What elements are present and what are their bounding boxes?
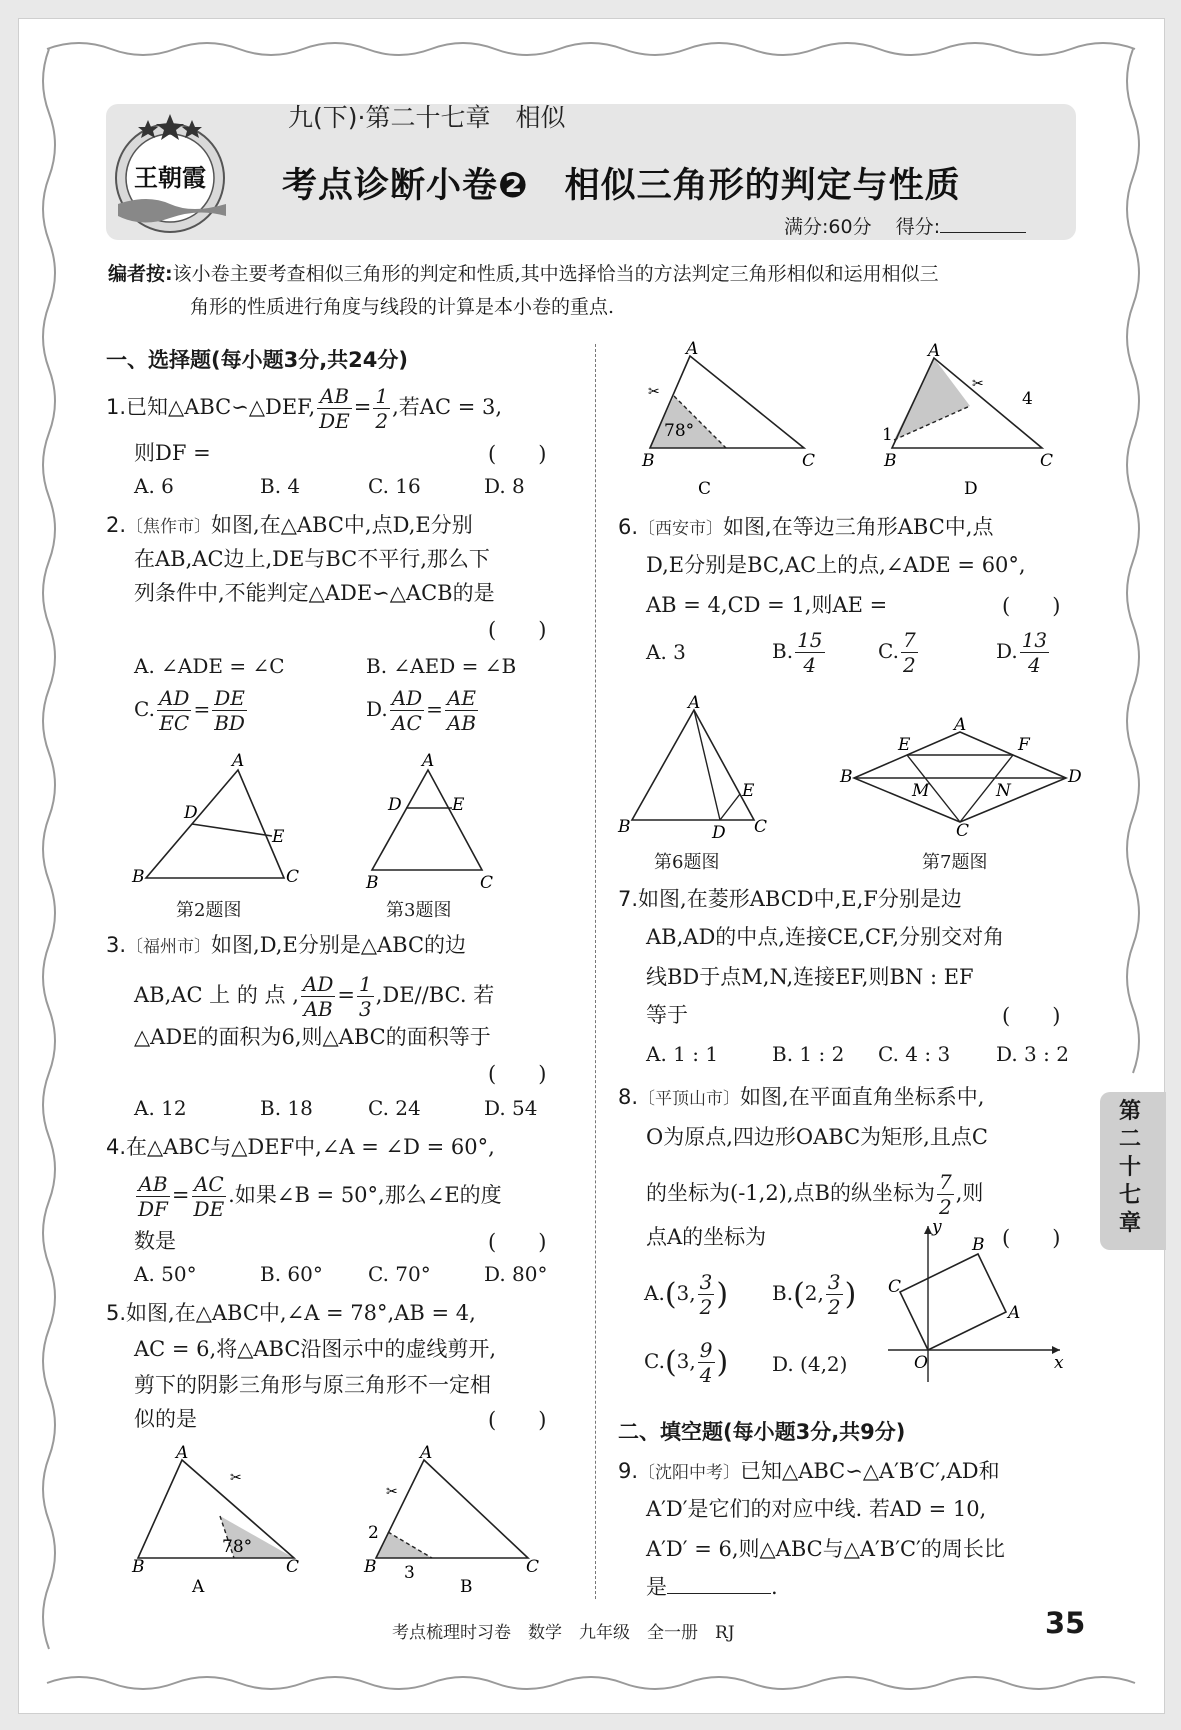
q8-b-num: 3: [827, 1270, 841, 1294]
q1-line2: 则DF =: [134, 441, 211, 465]
q8-fraction: [937, 1170, 954, 1219]
q5d-len4: 4: [1022, 389, 1033, 409]
svg-text:E: E: [452, 795, 465, 815]
svg-text:A: A: [686, 339, 699, 359]
q5-line4: 似的是: [134, 1407, 197, 1431]
q8-a-label: A.: [644, 1281, 665, 1305]
q3-frac-num: AD: [302, 972, 334, 996]
q3-option-a[interactable]: A. 12: [134, 1096, 187, 1120]
svg-text:B: B: [132, 1557, 145, 1577]
q5-figure-a: [126, 1443, 306, 1597]
svg-text:C: C: [1040, 451, 1054, 471]
q4-frac2: [192, 1172, 227, 1221]
q6-option-b[interactable]: [772, 628, 827, 677]
q3-value: [357, 972, 374, 1021]
q2-text1: 如图,在△ABC中,点D,E分别: [211, 513, 473, 537]
scissors-icon-b: ✂: [386, 1484, 398, 1500]
q5b-len2: 2: [368, 1523, 379, 1543]
svg-text:E: E: [742, 781, 755, 801]
q3-figure-caption: 第3题图: [386, 900, 452, 921]
q7-line2: AB,AD的中点,连接CE,CF,分别交对角: [646, 925, 1005, 949]
svg-text:C: C: [286, 867, 300, 887]
svg-text:D: D: [1068, 767, 1082, 787]
q6-line1: [618, 512, 993, 544]
q1-text-post: ,若AC = 3,: [392, 395, 503, 419]
q1-value: [373, 384, 390, 433]
q8-b-label: B.: [772, 1281, 794, 1305]
q3-answer-paren[interactable]: ( ): [488, 1062, 547, 1086]
q6-c-den: 2: [902, 653, 916, 677]
editor-note: [108, 258, 1076, 324]
q4-text2-post: .如果∠B = 50°,那么∠E的度: [228, 1183, 502, 1207]
note-label: 编者按:: [108, 263, 173, 285]
q6-line3: AB = 4,CD = 1,则AE =: [646, 593, 888, 617]
q1-frac-den: DE: [319, 409, 350, 433]
q2-option-d[interactable]: D. $\frac{AD}{AC}$ = $\frac{AE}{AB}$: [366, 686, 477, 735]
svg-text:D: D: [712, 823, 726, 843]
q5b-len3: 3: [404, 1563, 415, 1583]
q8-option-d[interactable]: D. (4,2): [772, 1352, 848, 1376]
q4-line2: [134, 1172, 502, 1221]
q7-line3: 线BD于点M,N,连接EF,则BN : EF: [646, 965, 974, 989]
q9-text1: 已知△ABC∽△A′B′C′,AD和: [740, 1459, 1000, 1483]
q6-answer-paren[interactable]: ( ): [1002, 594, 1061, 618]
logo-text: 王朝霞: [134, 163, 206, 192]
chapter-label: 九(下)·第二十七章 相似: [288, 103, 566, 132]
q3-line1: [106, 930, 466, 962]
q4-frac1: [136, 1172, 170, 1221]
q5d-len1: 1: [882, 425, 893, 445]
q6-figure-caption: 第6题图: [654, 852, 720, 873]
q4-f1-num: AB: [136, 1172, 170, 1197]
svg-text:x: x: [1054, 1353, 1064, 1373]
svg-text:B: B: [618, 817, 631, 837]
q2-d-d2: AB: [446, 711, 477, 735]
q3-number: 3.: [106, 933, 127, 957]
svg-text:B: B: [366, 873, 379, 893]
q8-option-a[interactable]: A.(3, $\frac{3}{2}$ ): [644, 1270, 729, 1319]
svg-text:A: A: [422, 751, 435, 771]
q9-line4: [646, 1572, 778, 1602]
q8-c-x: 3,: [676, 1349, 696, 1373]
q1-val-num: 1: [375, 384, 389, 408]
q2-c-d2: BD: [214, 711, 245, 735]
svg-text:B: B: [840, 767, 853, 787]
svg-text:O: O: [914, 1353, 928, 1373]
q4-f1-den: DF: [138, 1197, 168, 1221]
q7-number: 7.: [618, 887, 639, 911]
q1-line1: [106, 384, 502, 433]
q6-b-label: B.: [772, 639, 794, 663]
q2-option-a[interactable]: A. ∠ADE = ∠C: [134, 654, 285, 678]
q2-d-frac2: [445, 686, 478, 735]
q8-number: 8.: [618, 1085, 639, 1109]
q5-figure-d: [872, 341, 1062, 500]
q8-answer-paren[interactable]: ( ): [1002, 1226, 1061, 1250]
q3-text2-post: ,DE//BC. 若: [375, 983, 495, 1007]
score-line: [784, 212, 1026, 239]
q1-option-c[interactable]: C. 16: [368, 474, 421, 498]
q2-source: 〔焦作市〕: [126, 517, 212, 537]
svg-text:A: A: [954, 715, 967, 735]
q3-text2-pre: AB,AC 上 的 点 ,: [134, 983, 299, 1007]
svg-text:E: E: [272, 827, 285, 847]
q1-eq: =: [353, 395, 372, 419]
q2-c-frac2: [212, 686, 247, 735]
q7-figure: [834, 715, 1084, 841]
q3-option-d[interactable]: D. 54: [484, 1096, 538, 1120]
svg-text:C: C: [888, 1277, 902, 1297]
svg-text:E: E: [898, 735, 911, 755]
q1-option-a[interactable]: A. 6: [134, 474, 174, 498]
q1-option-d[interactable]: D. 8: [484, 474, 525, 498]
svg-text:D: D: [388, 795, 402, 815]
q6-c-frac: [901, 628, 918, 677]
scissors-icon-c: ✂: [648, 384, 660, 400]
q8-a-frac: [698, 1270, 715, 1319]
publisher-logo: [108, 108, 238, 238]
note-line1: 该小卷主要考查相似三角形的判定和性质,其中选择恰当的方法判定三角形相似和运用相似三: [172, 263, 939, 285]
q1-option-b[interactable]: B. 4: [260, 474, 301, 498]
q9-number: 9.: [618, 1459, 639, 1483]
svg-text:B: B: [972, 1235, 985, 1255]
q2-figure: [126, 752, 306, 892]
q2-d-n2: AE: [445, 686, 478, 711]
svg-text:F: F: [1018, 735, 1030, 755]
q7-text1: 如图,在菱形ABCD中,E,F分别是边: [638, 887, 962, 911]
chapter-side-tab-label: 第二十七章: [1118, 1099, 1141, 1236]
q8-frac-den: 2: [939, 1195, 952, 1219]
q2-figure-caption: 第2题图: [176, 900, 242, 921]
q4-line3: 数是: [134, 1229, 176, 1253]
q5a-angle: 78°: [222, 1537, 253, 1557]
svg-text:C: C: [526, 1557, 540, 1577]
q1-text-pre: 已知△ABC∽△DEF,: [126, 395, 316, 419]
svg-text:C: C: [480, 873, 494, 893]
q8-c-den: 4: [699, 1363, 713, 1387]
q8-c-num: 9: [699, 1338, 713, 1362]
q5-figure-c: [634, 339, 824, 500]
q8-frac-num: 7: [939, 1170, 952, 1194]
q8-a-x: 3,: [676, 1281, 696, 1305]
q7-line1: [618, 884, 962, 914]
q8-b-frac: [826, 1270, 843, 1319]
q3-fraction: [301, 972, 335, 1021]
q8-a-num: 3: [699, 1270, 713, 1294]
q5-figure-b: [360, 1443, 540, 1597]
q4-text1: 在△ABC与△DEF中,∠A = ∠D = 60°,: [126, 1135, 495, 1159]
q6-c-num: 7: [902, 628, 916, 652]
q8-figure: [880, 1218, 1070, 1388]
svg-text:B: B: [364, 1557, 377, 1577]
svg-text:y: y: [932, 1217, 942, 1237]
q7-option-c[interactable]: C. 4 : 3: [878, 1042, 951, 1066]
q8-text1: 如图,在平面直角坐标系中,: [740, 1085, 985, 1109]
q2-d-n1: AD: [391, 686, 423, 710]
q8-text3-post: ,则: [955, 1181, 984, 1205]
q2-d-d1: AC: [392, 711, 422, 735]
page-number: 35: [1045, 1606, 1086, 1640]
q5-text1: 如图,在△ABC中,∠A = 78°,AB = 4,: [126, 1301, 476, 1325]
q2-c-d1: EC: [159, 711, 190, 735]
q4-option-c[interactable]: C. 70°: [368, 1262, 431, 1286]
svg-text:D: D: [184, 803, 198, 823]
scissors-icon-d: ✂: [972, 376, 984, 392]
q2-answer-paren[interactable]: ( ): [488, 618, 547, 642]
q2-option-b[interactable]: B. ∠AED = ∠B: [366, 654, 517, 678]
score-blank[interactable]: [940, 218, 1026, 233]
svg-text:C: C: [286, 1557, 300, 1577]
svg-text:A: A: [928, 341, 941, 361]
q5c-angle: 78°: [664, 421, 695, 441]
svg-text:C: C: [956, 821, 970, 841]
q3-val-den: 3: [358, 997, 372, 1021]
q3-option-b[interactable]: B. 18: [260, 1096, 313, 1120]
column-divider: [595, 344, 596, 1599]
svg-text:B: B: [884, 451, 897, 471]
q7-figure-caption: 第7题图: [922, 852, 988, 873]
q1-answer-paren[interactable]: ( ): [488, 442, 547, 466]
q3-val-num: 1: [358, 972, 372, 996]
note-line2: 角形的性质进行角度与线段的计算是本小卷的重点.: [190, 296, 615, 318]
full-score: 满分:60分: [784, 216, 872, 238]
q4-answer-paren[interactable]: ( ): [488, 1230, 547, 1254]
q7-option-a[interactable]: A. 1 : 1: [646, 1042, 719, 1066]
q6-line2: D,E分别是BC,AC上的点,∠ADE = 60°,: [646, 553, 1026, 577]
q3-text1: 如图,D,E分别是△ABC的边: [211, 933, 467, 957]
q5-number: 5.: [106, 1301, 127, 1325]
q6-figure: [614, 694, 774, 844]
q3-source: 〔福州市〕: [126, 937, 212, 957]
q3-option-c[interactable]: C. 24: [368, 1096, 421, 1120]
q7-option-d[interactable]: D. 3 : 2: [996, 1042, 1069, 1066]
q4-line1: [106, 1132, 495, 1162]
q2-line3: 列条件中,不能判定△ADE∽△ACB的是: [134, 581, 495, 605]
q3-line2: [134, 972, 494, 1021]
svg-text:B: B: [132, 867, 145, 887]
q6-source: 〔西安市〕: [638, 519, 724, 539]
svg-text:B: B: [642, 451, 655, 471]
q2-number: 2.: [106, 513, 127, 537]
q6-text1: 如图,在等边三角形ABC中,点: [723, 515, 994, 539]
q6-d-den: 4: [1028, 653, 1041, 677]
q4-number: 4.: [106, 1135, 127, 1159]
q5-fig-label-b: B: [460, 1577, 473, 1597]
q5-line3: 剪下的阴影三角形与原三角形不一定相: [134, 1373, 491, 1397]
q9-text4-pre: 是: [646, 1575, 667, 1599]
svg-text:C: C: [802, 451, 816, 471]
svg-text:A: A: [688, 693, 701, 713]
q8-line2: O为原点,四边形OABC为矩形,且点C: [646, 1125, 988, 1149]
svg-text:A: A: [1008, 1303, 1021, 1323]
q4-f2-num: AC: [192, 1172, 227, 1197]
q9-text4-post: .: [771, 1575, 778, 1599]
q2-option-c[interactable]: C. $\frac{AD}{EC}$ = $\frac{DE}{BD}$: [134, 686, 245, 735]
q5-fig-label-c: C: [698, 479, 712, 499]
q5-fig-label-a: A: [192, 1577, 205, 1597]
q5-line2: AC = 6,将△ABC沿图示中的虚线剪开,: [134, 1337, 497, 1361]
svg-text:C: C: [754, 817, 768, 837]
q2-c-n1: AD: [158, 686, 190, 710]
q6-number: 6.: [618, 515, 639, 539]
q2-d-frac1: [390, 686, 424, 735]
svg-text:A: A: [232, 751, 245, 771]
section-fill-title: 二、填空题(每小题3分,共9分): [618, 1420, 906, 1444]
q6-option-c[interactable]: [878, 628, 920, 677]
q6-d-label: D.: [996, 639, 1018, 663]
q6-c-label: C.: [878, 639, 899, 663]
q6-option-a[interactable]: A. 3: [646, 640, 686, 664]
svg-text:A: A: [420, 1443, 433, 1463]
q1-fraction: [317, 384, 352, 433]
q8-b-den: 2: [827, 1295, 841, 1319]
q4-eq: =: [171, 1183, 190, 1207]
q4-option-d[interactable]: D. 80°: [484, 1262, 548, 1286]
q6-d-frac: [1020, 628, 1049, 677]
svg-text:M: M: [912, 781, 930, 801]
q6-option-d[interactable]: [996, 628, 1051, 677]
q1-frac-num: AB: [317, 384, 352, 409]
q6-d-num: 13: [1021, 628, 1048, 652]
q8-c-label: C.: [644, 1349, 665, 1373]
q4-option-b[interactable]: B. 60°: [260, 1262, 323, 1286]
q8-option-c[interactable]: C.(3, $\frac{9}{4}$ ): [644, 1338, 729, 1387]
q3-eq: =: [337, 983, 355, 1007]
q2-d-label: D.: [366, 697, 388, 721]
q5-line1: [106, 1298, 476, 1328]
q5-fig-label-d: D: [964, 479, 978, 499]
q3-figure: [354, 752, 514, 892]
score-label: 得分:: [895, 216, 941, 238]
q2-c-n2: DE: [212, 686, 247, 711]
q2-line2: 在AB,AC边上,DE与BC不平行,那么下: [134, 547, 490, 571]
scissors-icon: ✂: [230, 1470, 242, 1486]
q9-answer-blank[interactable]: [667, 1573, 771, 1594]
svg-text:A: A: [176, 1443, 189, 1463]
q8-line4: 点A的坐标为: [646, 1225, 767, 1249]
q4-option-a[interactable]: A. 50°: [134, 1262, 197, 1286]
q8-option-b[interactable]: B.(2, $\frac{3}{2}$ ): [772, 1270, 857, 1319]
q9-line3: A′D′ = 6,则△ABC与△A′B′C′的周长比: [646, 1537, 1005, 1561]
q8-c-frac: [698, 1338, 715, 1387]
q8-line1: [618, 1082, 984, 1114]
footer-text: 考点梳理时习卷 数学 九年级 全一册 RJ: [392, 1623, 735, 1643]
q1-val-den: 2: [375, 409, 389, 433]
q7-answer-paren[interactable]: ( ): [1002, 1004, 1061, 1028]
q8-b-x: 2,: [804, 1281, 824, 1305]
q6-b-num: 15: [797, 628, 823, 652]
q7-line4: 等于: [646, 1003, 688, 1027]
section-choice-title: 一、选择题(每小题3分,共24分): [106, 348, 409, 372]
svg-text:N: N: [996, 781, 1011, 801]
q6-b-den: 4: [803, 653, 817, 677]
q9-line1: [618, 1456, 1000, 1488]
q2-line1: [106, 510, 473, 542]
page-title: 考点诊断小卷❷ 相似三角形的判定与性质: [282, 166, 961, 206]
q9-line2: A′D′是它们的对应中线. 若AD = 10,: [646, 1497, 987, 1521]
q2-c-frac1: [157, 686, 191, 735]
q8-source: 〔平顶山市〕: [638, 1089, 741, 1109]
q8-a-den: 2: [699, 1295, 713, 1319]
q3-line3: △ADE的面积为6,则△ABC的面积等于: [134, 1025, 491, 1049]
q4-f2-den: DE: [193, 1197, 225, 1221]
q5-answer-paren[interactable]: ( ): [488, 1408, 547, 1432]
q7-option-b[interactable]: B. 1 : 2: [772, 1042, 845, 1066]
q1-number: 1.: [106, 395, 127, 419]
q6-b-frac: [795, 628, 824, 677]
q3-frac-den: AB: [303, 997, 333, 1021]
q8-text3-pre: 的坐标为(-1,2),点B的纵坐标为: [646, 1181, 935, 1205]
q2-c-label: C.: [134, 697, 155, 721]
q9-source: 〔沈阳中考〕: [638, 1463, 741, 1483]
q8-line3: [646, 1170, 983, 1219]
